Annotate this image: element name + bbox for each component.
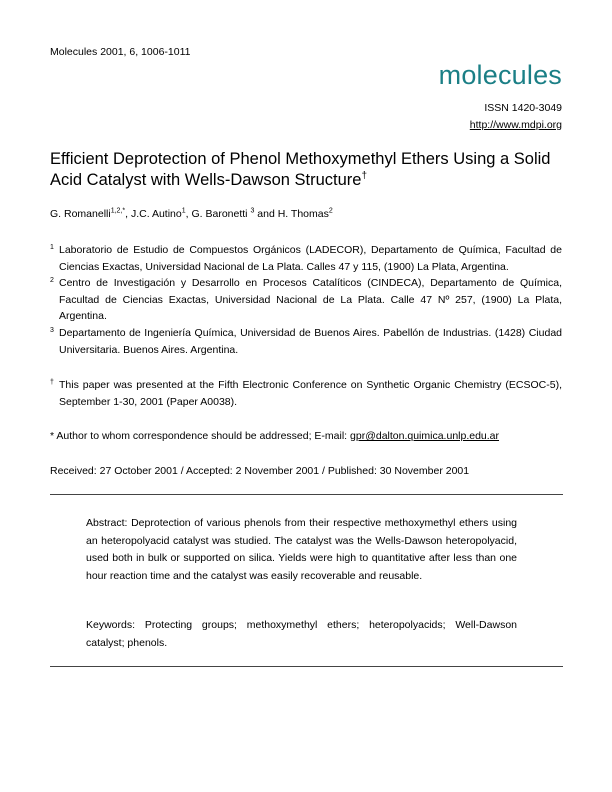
journal-url-link[interactable]: http://www.mdpi.org — [469, 119, 562, 131]
affiliation-number: 3 — [50, 327, 54, 334]
author-affiliation-mark: 3 — [250, 207, 255, 215]
author-affiliation-mark: 2 — [328, 207, 333, 215]
author-separator: , — [185, 208, 192, 220]
affiliation-text: Laboratorio de Estudio de Compuestos Orgánicos (LADECOR), Departamento de Química, Facultad de Ciencias Exactas, Universidad Nacional de La Plata. Calles 47 y 115, (1900) La Plata, Argentina. — [59, 244, 562, 273]
affiliation-number: 2 — [50, 277, 54, 284]
affiliation-text: Centro de Investigación y Desarrollo en Procesos Catalíticos (CINDECA), Departamento de Química, Facultad de Ciencias Exactas, Universidad Nacional de La Plata. Calle 47 Nº 257, (1900) La Plata, Argentina. — [59, 277, 562, 322]
correspondence-label: * Author to whom correspondence should be addressed; E-mail: — [50, 430, 351, 442]
author-name: G. Baronetti — [191, 208, 251, 220]
footnote-mark: † — [50, 379, 54, 386]
divider-bottom — [50, 666, 563, 667]
keywords-text: Protecting groups; methoxymethyl ethers; heteropolyacids; Well-Dawson catalyst; phenols. — [86, 619, 517, 649]
affiliation-2 — [50, 275, 562, 325]
abstract — [86, 515, 517, 585]
affiliation-text: Departamento de Ingeniería Química, Universidad de Buenos Aires. Pabellón de Industrias. (1428) Ciudad Universitaria. Buenos Aires. Argentina. — [59, 327, 562, 356]
conference-footnote — [50, 377, 562, 410]
journal-name: molecules — [438, 60, 562, 90]
affiliation-number: 1 — [50, 244, 54, 251]
divider-top — [50, 494, 563, 495]
author-list — [50, 208, 333, 220]
journal-citation: Molecules 2001, 6, 1006-1011 — [50, 46, 191, 58]
abstract-label: Abstract: — [86, 517, 128, 529]
keywords — [86, 617, 517, 652]
title-footnote-mark: † — [361, 170, 368, 182]
article-title — [50, 149, 570, 191]
keywords-label: Keywords: — [86, 619, 136, 631]
footnote-text: This paper was presented at the Fifth Electronic Conference on Synthetic Organic Chemistry (ECSOC-5), September 1-30, 2001 (Paper A0038). — [59, 379, 562, 408]
affiliation-3 — [50, 325, 562, 358]
author-name: G. Romanelli — [50, 208, 111, 220]
affiliation-1 — [50, 242, 562, 275]
issn: ISSN 1420-3049 — [484, 102, 562, 114]
author-separator: , — [125, 208, 131, 220]
author-affiliation-mark: 1 — [181, 207, 186, 215]
author-name: H. Thomas — [277, 208, 329, 220]
author-separator: and — [254, 208, 278, 220]
abstract-text: Deprotection of various phenols from their respective methoxymethyl ethers using an heteropolyacid catalyst was studied. The catalyst was the Wells-Dawson heteropolyacid, used both in bulk or supported on silica. Yields were high to quantitative after less than one hour reaction time and the catalyst was easily recoverable and reusable. — [86, 517, 517, 582]
correspondence-line — [50, 430, 499, 442]
article-title-text: Efficient Deprotection of Phenol Methoxymethyl Ethers Using a Solid Acid Catalyst with Wells-Dawson Structure — [50, 150, 551, 189]
author-name: J.C. Autino — [130, 208, 182, 220]
correspondence-email-link[interactable]: gpr@dalton.quimica.unlp.edu.ar — [350, 430, 500, 442]
author-affiliation-mark: 1,2,* — [110, 207, 126, 215]
publication-dates: Received: 27 October 2001 / Accepted: 2 November 2001 / Published: 30 November 2001 — [50, 465, 470, 477]
